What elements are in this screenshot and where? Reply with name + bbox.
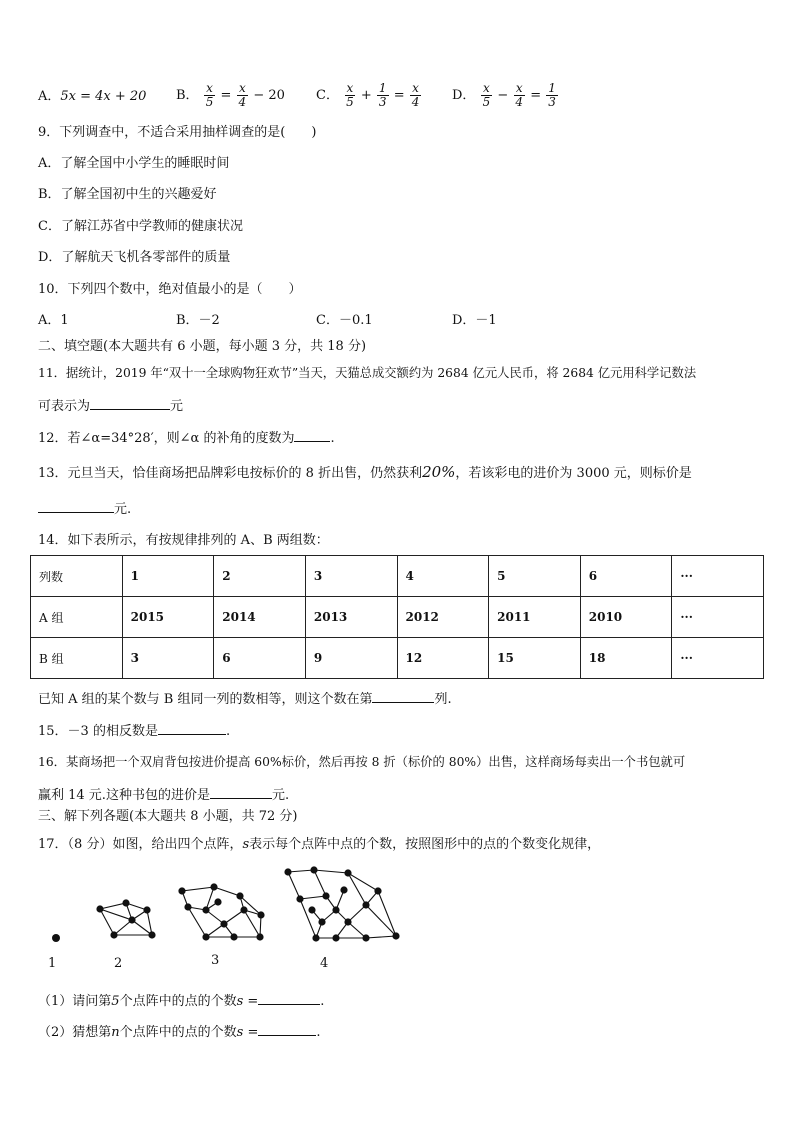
q16-line1: 16．某商场把一个双肩背包按进价提高 60%标价，然后再按 8 折（标价的 80%）出售，这样商场每卖出一个书包就可 [38,755,686,769]
q14-stem: 14．如下表所示，有按规律排列的 A、B 两组数： [38,533,329,548]
q17-stem: 17．（8 分）如图，给出四个点阵，s表示每个点阵中点的个数，按照图形中的点的个数变化规律， [38,837,601,852]
fraction: $\frac{1}{3}$ [378,81,387,109]
figure-label: 2 [114,956,123,971]
answer-blank[interactable] [158,721,226,735]
fraction: $\frac{x}{5}$ [205,81,214,109]
answer-blank[interactable] [210,785,272,799]
q10-option-c: C．－0.1 [316,313,373,328]
fraction: $\frac{x}{4}$ [411,81,420,109]
lattice-dots [52,866,400,942]
q8-option-c: C． $\frac{x}{5}$ + $\frac{1}{3}$ = $\frac{x}{4}$ [316,81,420,109]
answer-blank[interactable] [38,499,114,513]
fraction: $\frac{x}{5}$ [482,81,491,109]
section-heading-solve: 三、解下列各题(本大题共 8 小题，共 72 分) [38,809,298,824]
q8-option-d: D． $\frac{x}{5}$ − $\frac{x}{4}$ = $\frac{1}{3}$ [452,81,556,109]
q17-sub2: （2）猜想第n个点阵中的点的个数s = . [38,1022,321,1042]
section-heading-fill-in: 二、填空题(本大题共有 6 小题，每小题 3 分，共 18 分) [38,339,367,354]
table-row: B 组 3 6 9 12 15 18 ··· [31,638,764,679]
q8-option-a-expr: 5x = 4x + 20 [60,89,147,104]
q8-option-b: B． $\frac{x}{5}$ = $\frac{x}{4}$ − 20 [176,81,285,109]
q9-option-b: B．了解全国初中生的兴趣爱好 [38,187,217,202]
answer-blank[interactable] [258,991,320,1005]
q9-option-c: C．了解江苏省中学教师的健康状况 [38,219,243,234]
answer-blank[interactable] [90,396,170,410]
q10-option-d: D．－1 [452,313,497,328]
fraction: $\frac{x}{4}$ [238,81,247,109]
fraction: $\frac{x}{4}$ [515,81,524,109]
q10-option-b: B．－2 [176,313,220,328]
dot-lattice-figure [30,860,410,944]
figure-label: 1 [48,956,57,971]
answer-blank[interactable] [294,428,330,442]
answer-blank[interactable] [372,689,434,703]
q10-option-a: A．1 [38,313,69,328]
q17-sub1: （1）请问第5个点阵中的点的个数s = . [38,991,324,1011]
table-row: A 组 2015 2014 2013 2012 2011 2010 ··· [31,597,764,638]
table-row: 列数 1 2 3 4 5 6 ··· [31,556,764,597]
lattice-edges [100,870,396,938]
q9-option-a: A．了解全国中小学生的睡眠时间 [38,156,230,171]
q14-followup: 已知 A 组的某个数与 B 组同一列的数相等，则这个数在第 列. [38,689,452,709]
q12: 12．若∠α=34°28′，则∠α 的补角的度数为 . [38,428,335,448]
q13-line1: 13．元旦当天，恰佳商场把品牌彩电按标价的 8 折出售，仍然获利20%，若该彩电的进价为 3000 元，则标价是 [38,463,692,481]
q13-line2: 元. [38,499,131,519]
q9-stem: 9．下列调查中，不适合采用抽样调查的是( ) [38,125,317,140]
answer-blank[interactable] [258,1022,316,1036]
q15: 15．－3 的相反数是 . [38,721,230,741]
fraction: $\frac{x}{5}$ [346,81,354,109]
q10-stem: 10．下列四个数中，绝对值最小的是（ ） [38,282,302,297]
q8-option-a: A．5x = 4x + 20 [38,89,147,104]
q9-option-d: D．了解航天飞机各零部件的质量 [38,250,231,265]
q11-line1: 11．据统计，2019 年“双十一全球购物狂欢节”当天，天猫总成交额约为 2684 亿元人民币，将 2684 亿元用科学记数法 [38,366,697,380]
fraction: $\frac{1}{3}$ [548,81,556,109]
q11-line2: 可表示为 元 [38,396,183,416]
figure-label: 3 [211,953,220,968]
figure-label: 4 [320,956,329,971]
q14-table [30,555,764,679]
q16-line2: 赢利 14 元.这种书包的进价是 元. [38,785,289,805]
